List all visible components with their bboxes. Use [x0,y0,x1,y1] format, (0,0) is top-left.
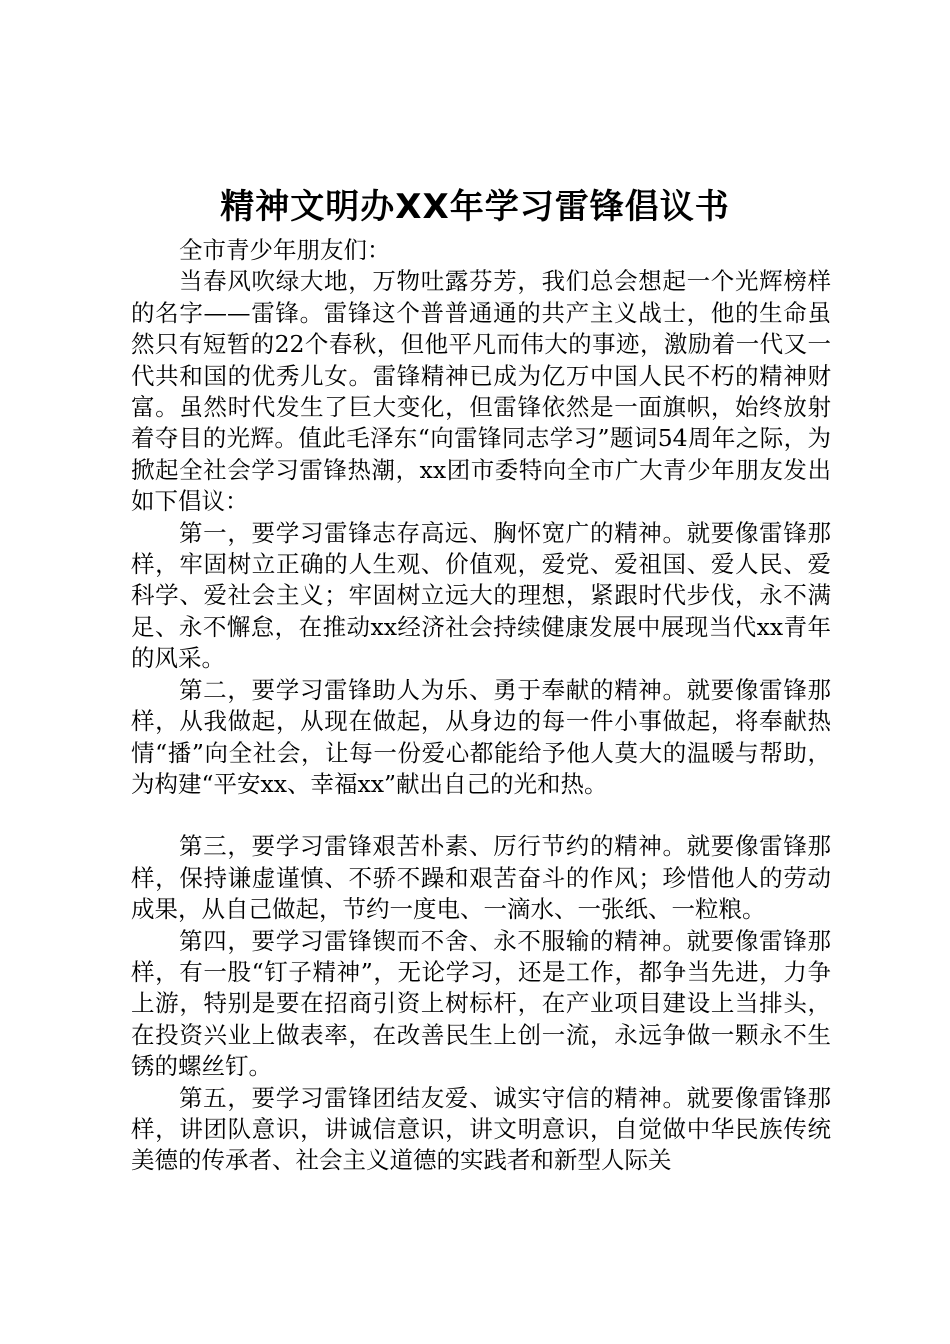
paragraph-fourth: 第四，要学习雷锋锲而不舍、永不服输的精神。就要像雷锋那样，有一股“钉子精神”，无论学习，还是工作，都争当先进，力争上游，特别是要在招商引资上树标杆，在产业项目建设上当排头，在投资兴业上做表率，在改善民生上创一流，永远争做一颗永不生锈的螺丝钉。 [131,926,831,1081]
paragraph-spacer [131,800,831,831]
paragraph-third: 第三，要学习雷锋艰苦朴素、厉行节约的精神。就要像雷锋那样，保持谦虚谨慎、不骄不躁和艰苦奋斗的作风；珍惜他人的劳动成果，从自己做起，节约一度电、一滴水、一张纸、一粒粮。 [131,832,831,924]
paragraph-fifth: 第五，要学习雷锋团结友爱、诚实守信的精神。就要像雷锋那样，讲团队意识，讲诚信意识，讲文明意识，自觉做中华民族传统美德的传承者、社会主义道德的实践者和新型人际关 [131,1083,831,1175]
paragraph-first: 第一，要学习雷锋志存高远、胸怀宽广的精神。就要像雷锋那样，牢固树立正确的人生观、价值观，爱党、爱祖国、爱人民、爱科学、爱社会主义；牢固树立远大的理想，紧跟时代步伐，永不满足、永不懈怠，在推动xx经济社会持续健康发展中展现当代xx青年的风采。 [131,518,831,673]
salutation: 全市青少年朋友们： [179,236,391,264]
paragraph-intro: 当春风吹绿大地，万物吐露芬芳，我们总会想起一个光辉榜样的名字——雷锋。雷锋这个普普通通的共产主义战士，他的生命虽然只有短暂的22个春秋，但他平凡而伟大的事迹，激励着一代又一代共和国的优秀儿女。雷锋精神已成为亿万中国人民不朽的精神财富。虽然时代发生了巨大变化，但雷锋依然是一面旗帜，始终放射着夺目的光辉。值此毛泽东“向雷锋同志学习”题词54周年之际，为掀起全社会学习雷锋热潮，xx团市委特向全市广大青少年朋友发出如下倡议： [131,267,831,516]
document-title: 精神文明办XX年学习雷锋倡议书 [220,187,730,227]
paragraph-second: 第二，要学习雷锋助人为乐、勇于奉献的精神。就要像雷锋那样，从我做起，从现在做起，从身边的每一件小事做起，将奉献热情“播”向全社会，让每一份爱心都能给予他人莫大的温暖与帮助，为构建“平安xx、幸福xx”献出自己的光和热。 [131,675,831,798]
document-body [131,235,831,1177]
